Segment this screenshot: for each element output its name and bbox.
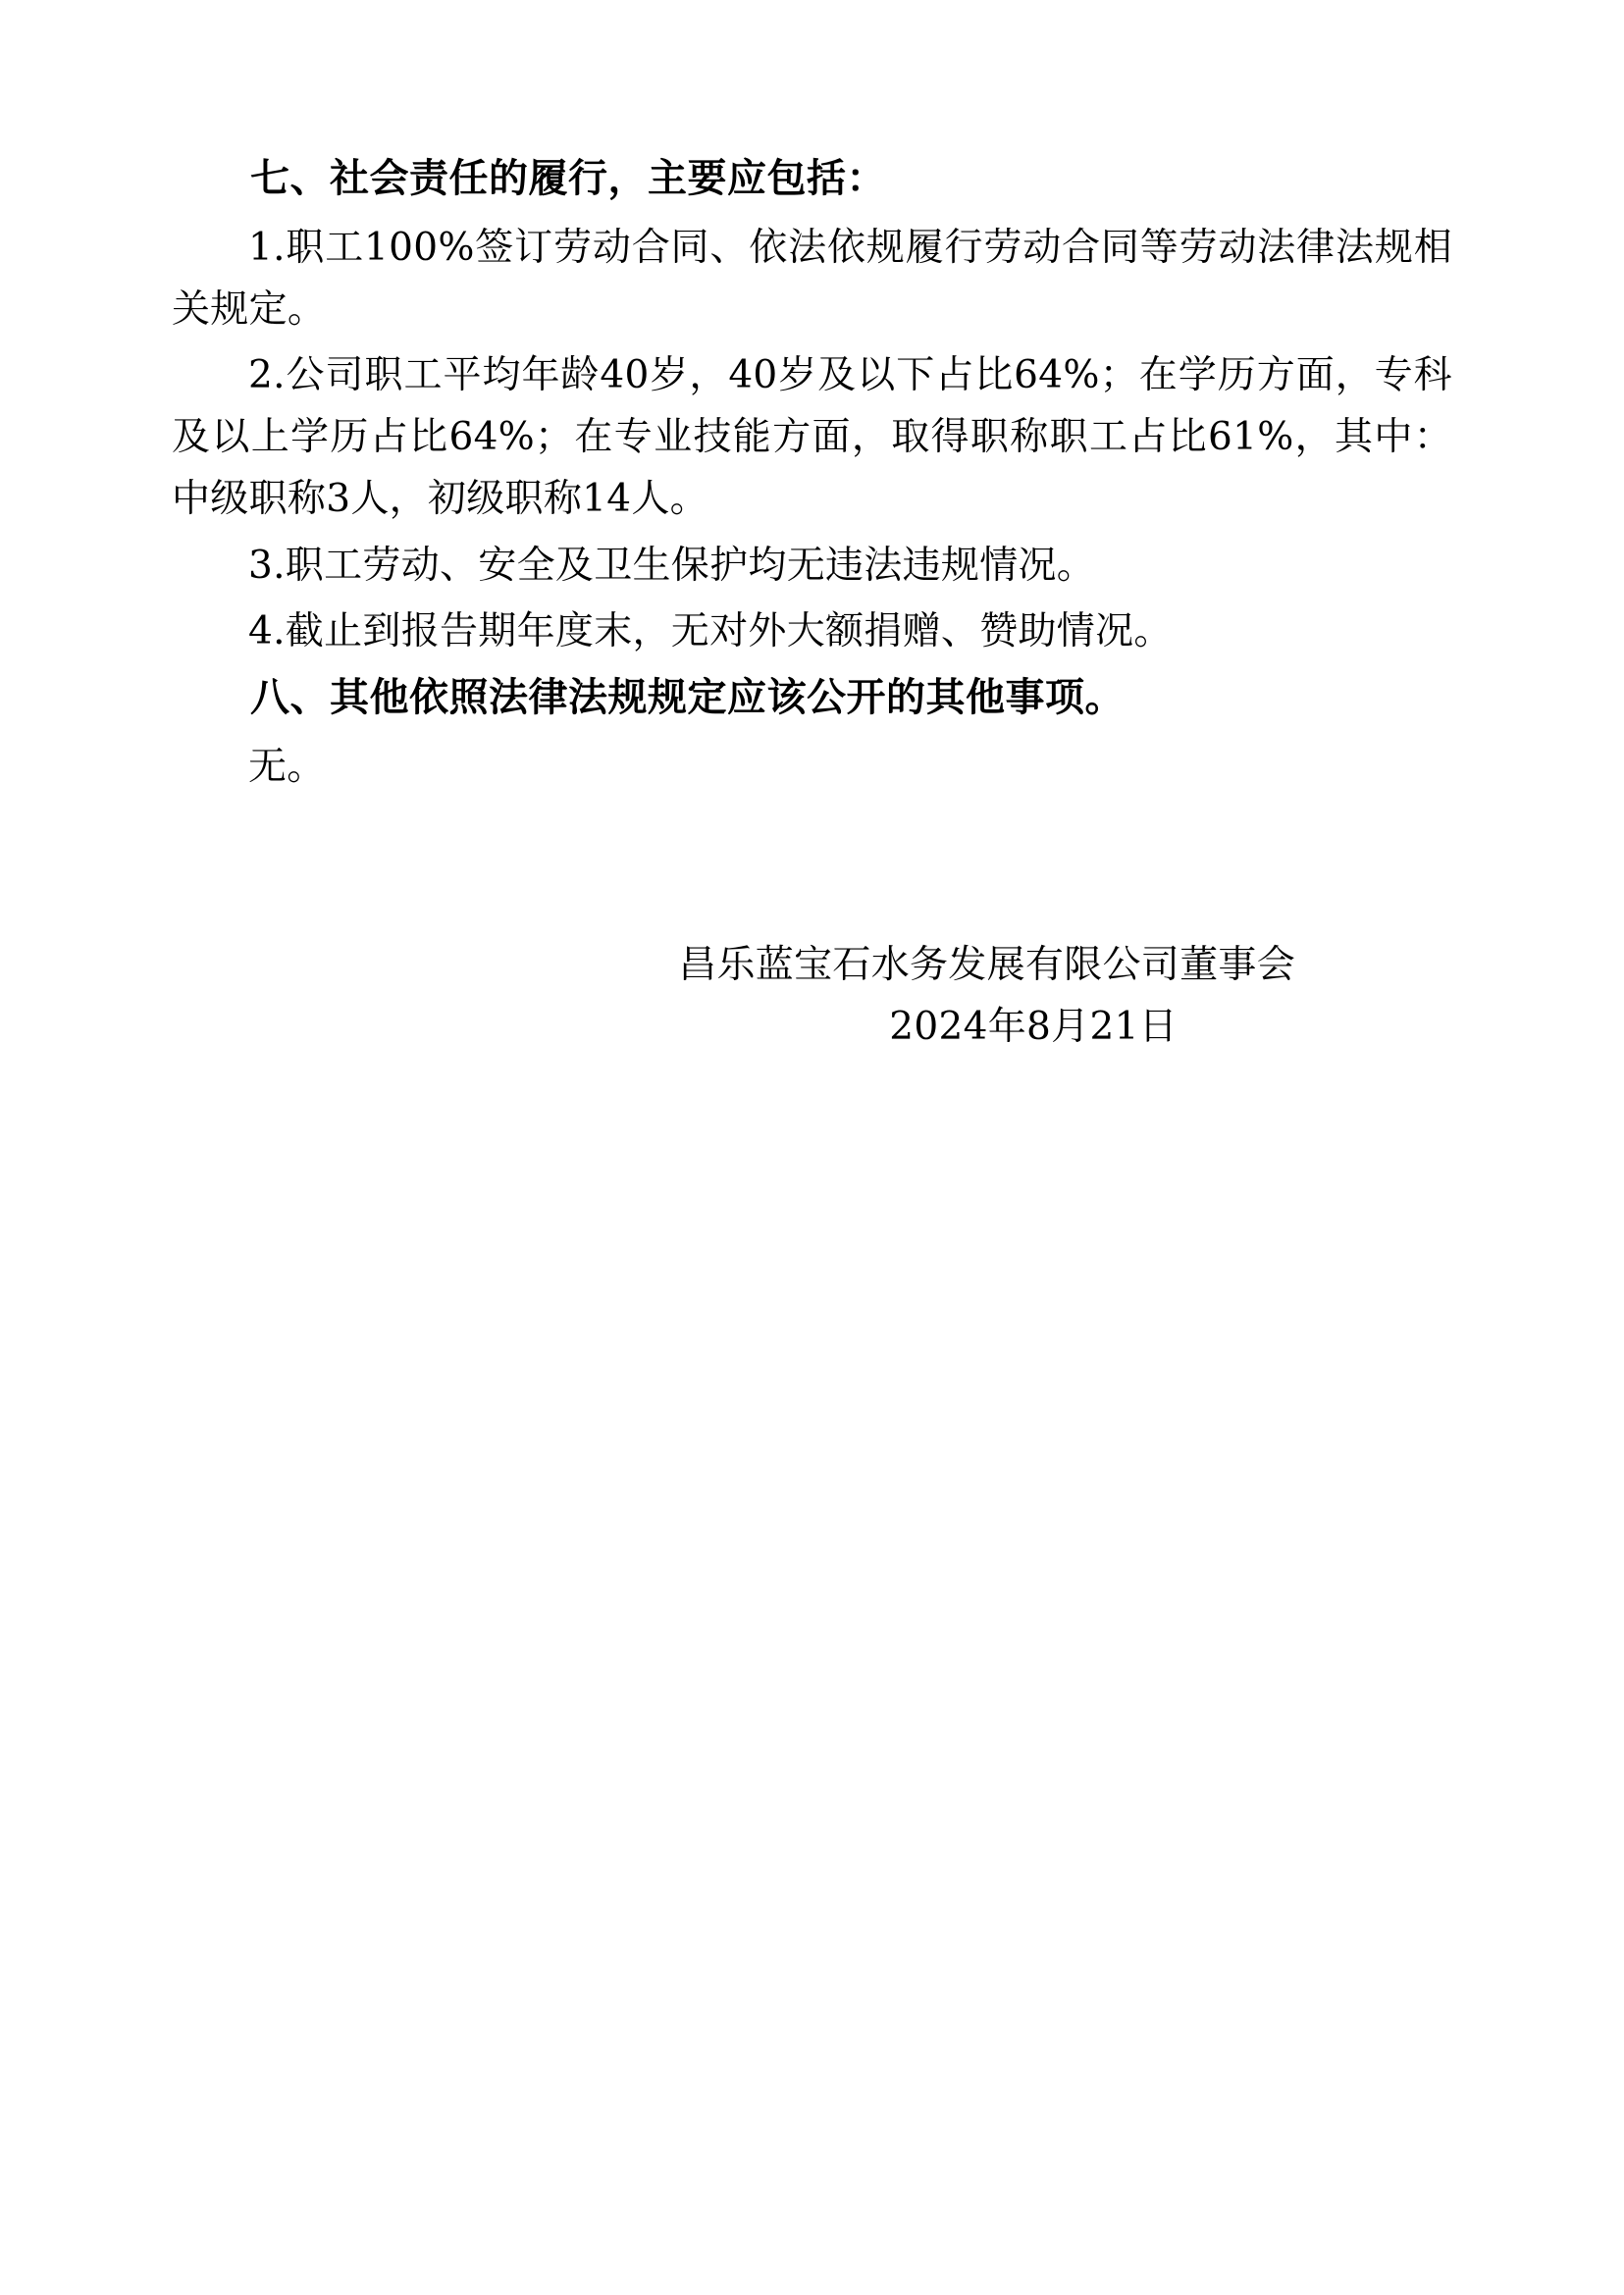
paragraph-7-1: 1.职工100%签订劳动合同、依法依规履行劳动合同等劳动法律法规相关规定。 bbox=[172, 225, 1452, 332]
signature-date: 2024年8月21日 bbox=[889, 1005, 1178, 1050]
paragraph-7-4: 4.截止到报告期年度末，无对外大额捐赠、赞助情况。 bbox=[248, 608, 1173, 653]
paragraph-7-2: 2.公司职工平均年龄40岁，40岁及以下占比64%；在学历方面，专科及以上学历占比64%；在专业技能方面，取得职称职工占比61%，其中：中级职称3人，初级职称14人。 bbox=[172, 353, 1452, 522]
section-heading-8: 八、其他依照法律法规规定应该公开的其他事项。 bbox=[250, 674, 1125, 720]
signature-organization: 昌乐蓝宝石水务发展有限公司董事会 bbox=[678, 942, 1295, 987]
paragraph-7-3: 3.职工劳动、安全及卫生保护均无违法违规情况。 bbox=[248, 543, 1096, 588]
paragraph-8-1: 无。 bbox=[248, 744, 326, 789]
section-heading-7: 七、社会责任的履行，主要应包括： bbox=[250, 155, 886, 201]
signature-spacer bbox=[172, 802, 1452, 934]
document-body bbox=[172, 147, 1452, 1058]
signature-block bbox=[172, 934, 1452, 1058]
